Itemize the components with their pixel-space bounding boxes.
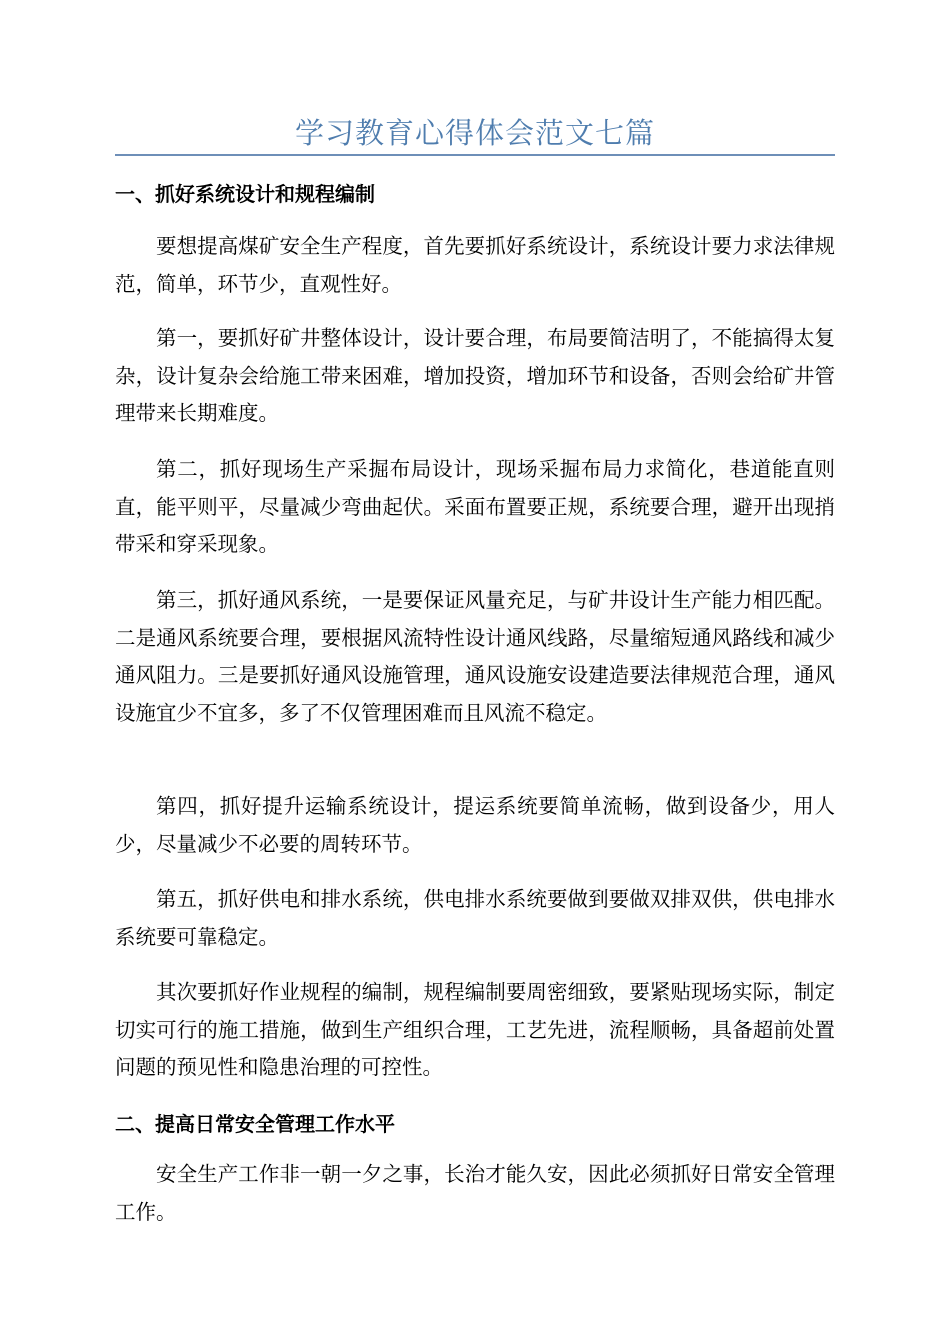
section-heading-2: 二、提高日常安全管理工作水平 [115, 1112, 395, 1136]
paragraph: 其次要抓好作业规程的编制，规程编制要周密细致，要紧贴现场实际，制定切实可行的施工措施，做到生产组织合理，工艺先进，流程顺畅，具备超前处置问题的预见性和隐患治理的可控性。 [115, 980, 835, 1079]
title-underline [115, 154, 835, 156]
paragraph: 第四，抓好提升运输系统设计，提运系统要简单流畅，做到设备少，用人少，尽量减少不必要的周转环节。 [115, 794, 835, 856]
paragraph: 第一，要抓好矿井整体设计，设计要合理，布局要简洁明了，不能搞得太复杂，设计复杂会给施工带来困难，增加投资，增加环节和设备，否则会给矿井管理带来长期难度。 [115, 326, 835, 425]
paragraph: 安全生产工作非一朝一夕之事，长治才能久安，因此必须抓好日常安全管理工作。 [115, 1162, 835, 1224]
section-heading-1: 一、抓好系统设计和规程编制 [115, 182, 375, 206]
paragraph: 第五，抓好供电和排水系统，供电排水系统要做到要做双排双供，供电排水系统要可靠稳定。 [115, 887, 835, 949]
paragraph: 要想提高煤矿安全生产程度，首先要抓好系统设计，系统设计要力求法律规范，简单，环节少，直观性好。 [115, 234, 835, 296]
page-title: 学习教育心得体会范文七篇 [294, 116, 655, 150]
paragraph: 第三，抓好通风系统，一是要保证风量充足，与矿井设计生产能力相匹配。二是通风系统要合理，要根据风流特性设计通风线路，尽量缩短通风路线和减少通风阻力。三是要抓好通风设施管理，通风设施安设建造要法律规范合理，通风设施宜少不宜多，多了不仅管理困难而且风流不稳定。 [115, 588, 835, 725]
paragraph: 第二，抓好现场生产采掘布局设计，现场采掘布局力求简化，巷道能直则直，能平则平，尽量减少弯曲起伏。采面布置要正规，系统要合理，避开出现捎带采和穿采现象。 [115, 457, 835, 556]
